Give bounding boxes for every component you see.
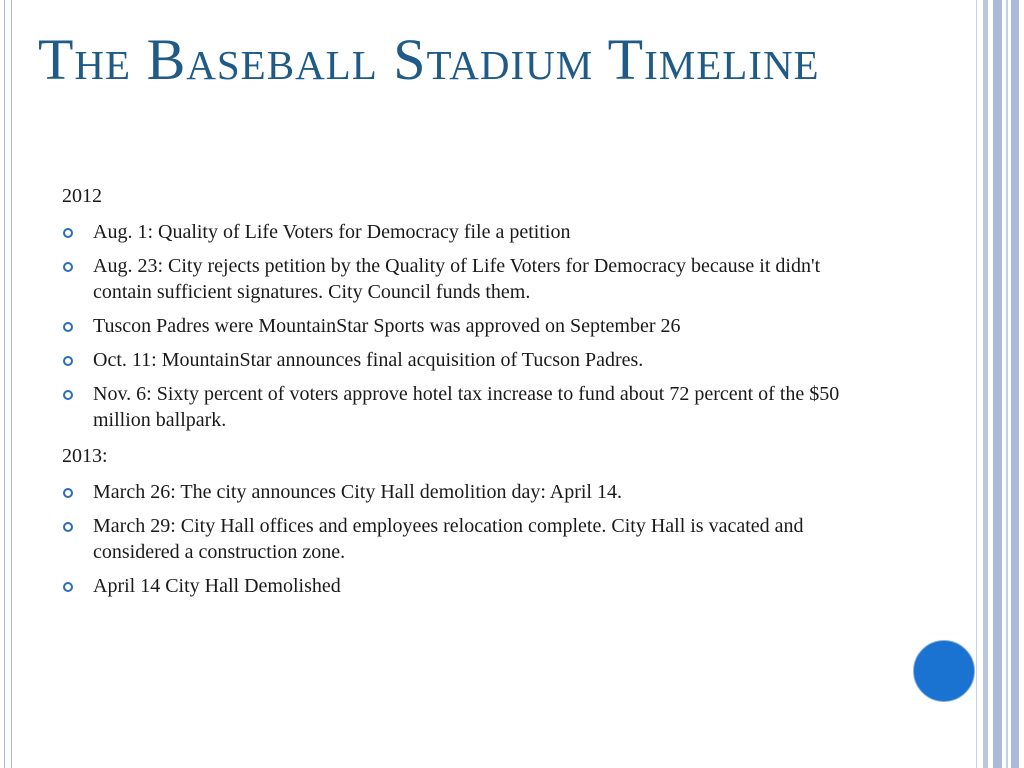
timeline-item-text: Tuscon Padres were MountainStar Sports was approved on September 26 [93,315,681,337]
left-frame-border [4,0,12,768]
right-deco-stripe [1006,0,1008,768]
timeline-item [62,313,877,339]
timeline-item-text: Aug. 23: City rejects petition by the Quality of Life Voters for Democracy because it didn't contain sufficient signatures. City Council funds them. [93,255,821,303]
right-deco-stripe [976,0,977,768]
bullet-icon [63,488,73,498]
bullet-icon [63,390,73,400]
timeline-item-text: Nov. 6: Sixty percent of voters approve hotel tax increase to fund about 72 percent of the $50 million ballpark. [93,383,840,431]
bullet-icon [63,582,73,592]
right-deco-stripe [983,0,988,768]
timeline-item [62,513,877,565]
bullet-icon [63,322,73,332]
timeline-item [62,573,877,599]
timeline-item-text: April 14 City Hall Demolished [93,575,341,597]
timeline-item [62,219,877,245]
timeline-item [62,347,877,373]
bullet-icon [63,228,73,238]
timeline-item [62,479,877,505]
timeline-item [62,253,877,305]
bullet-icon [63,522,73,532]
timeline-list [62,479,877,599]
bullet-icon [63,356,73,366]
year-heading: 2013: [62,445,108,467]
bullet-icon [63,262,73,272]
timeline-item-text: Aug. 1: Quality of Life Voters for Democracy file a petition [93,221,571,243]
timeline-item-text: March 26: The city announces City Hall demolition day: April 14. [93,481,622,503]
right-deco-stripe [993,0,1002,768]
accent-circle-decoration [913,640,975,702]
right-deco-stripe [1011,0,1019,768]
slide-title: The Baseball Stadium Timeline [38,27,820,92]
timeline-item [62,381,877,433]
timeline-item-text: Oct. 11: MountainStar announces final acquisition of Tucson Padres. [93,349,644,371]
year-heading: 2012 [62,185,102,207]
timeline-item-text: March 29: City Hall offices and employees relocation complete. City Hall is vacated and considered a construction zone. [93,515,804,563]
timeline-list [62,219,877,433]
slide-body [62,183,877,609]
